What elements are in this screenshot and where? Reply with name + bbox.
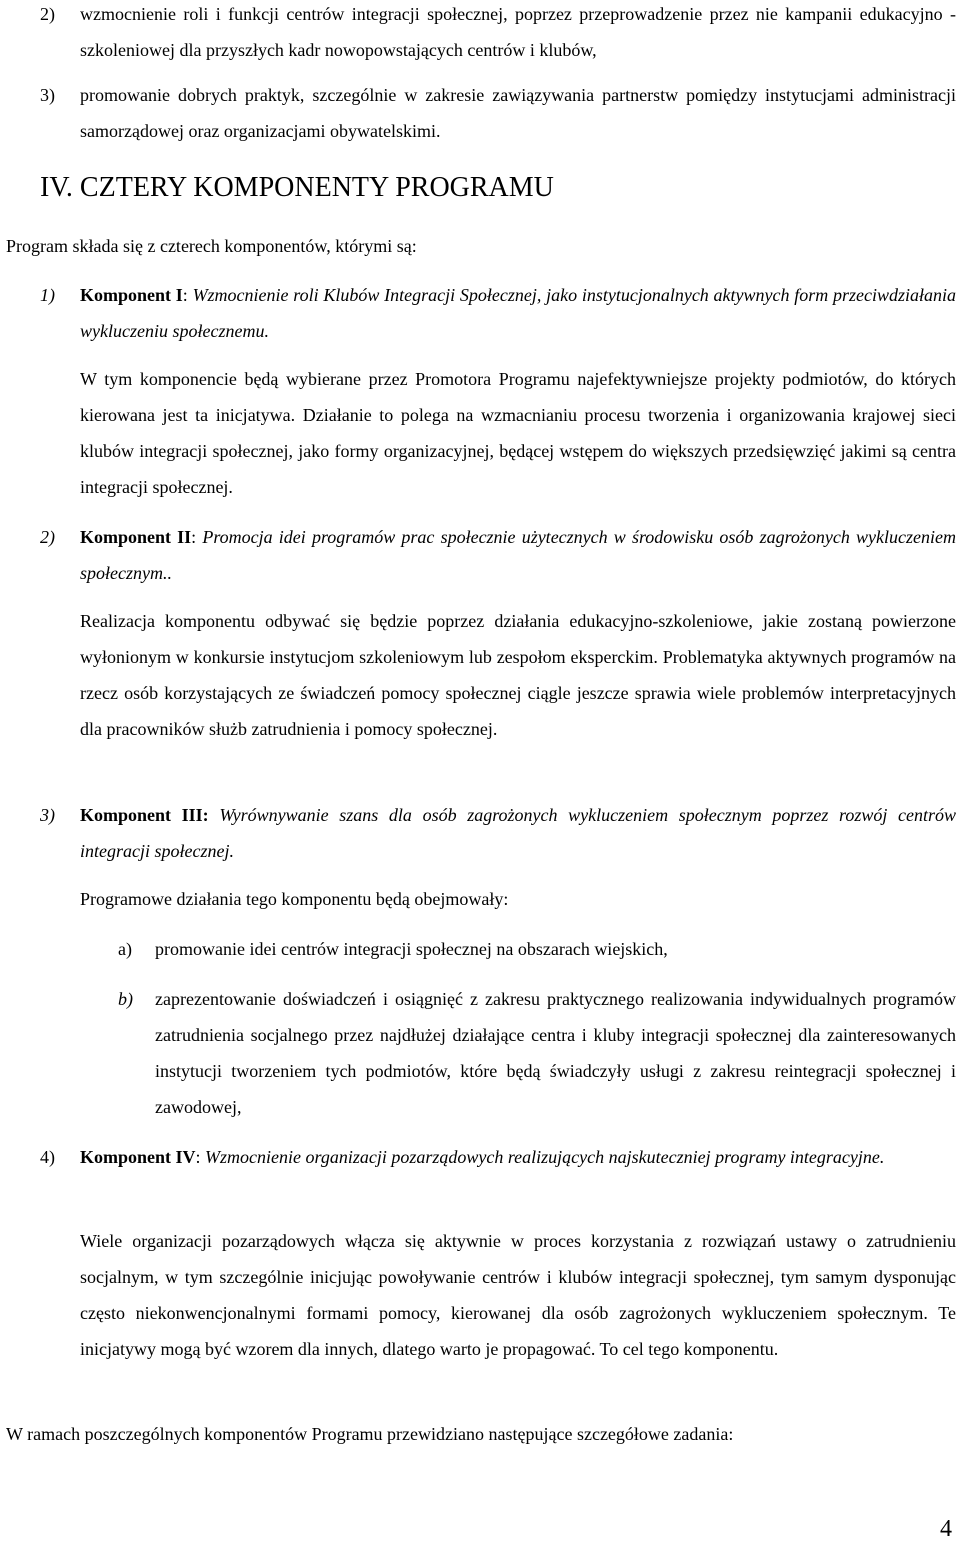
component-body: Programowe działania tego komponentu będą obejmowały: xyxy=(80,889,509,909)
subitem-b xyxy=(0,981,960,1125)
section-title: IV. CZTERY KOMPONENTY PROGRAMU xyxy=(40,172,554,203)
component-number: 4) xyxy=(40,1147,55,1167)
list-number: 3) xyxy=(40,85,55,105)
component-number: 2) xyxy=(40,527,55,547)
component-separator: : xyxy=(191,527,197,547)
component-number: 1) xyxy=(40,285,55,305)
subitem-letter: a) xyxy=(118,939,132,959)
component-4 xyxy=(0,1139,960,1175)
page-number: 4 xyxy=(940,1516,952,1542)
component-label: Komponent II xyxy=(80,527,192,547)
list-text: promowanie dobrych praktyk, szczególnie w zakresie zawiązywania partnerstw pomiędzy instytucjami administracji samorządowej oraz organizacjami obywatelskimi. xyxy=(80,85,956,141)
list-item xyxy=(0,77,960,149)
component-separator: : xyxy=(182,285,188,305)
component-title: Wyrównywanie szans dla osób zagrożonych wykluczeniem społecznym poprzez rozwój centrów integracji społecznej. xyxy=(80,805,957,861)
component-label: Komponent IV xyxy=(80,1147,196,1167)
component-separator: : xyxy=(195,1147,201,1167)
section-heading xyxy=(40,170,940,206)
component-1 xyxy=(0,277,960,349)
component-3-body xyxy=(0,881,960,917)
component-4-body xyxy=(0,1223,960,1367)
component-body: W tym komponencie będą wybierane przez Promotora Programu najefektywniejsze projekty podmiotów, do których kierowana jest ta inicjatywa. Działanie to polega na wzmacnianiu procesu tworzenia i organizowania krajowej sieci klubów integracji społecznej, jako formy organizacyjnej, będącej wstępem do większych przedsięwzięć jakimi są centra integracji społecznej. xyxy=(80,369,956,497)
list-number: 2) xyxy=(40,4,55,24)
component-title: Promocja idei programów prac społecznie użytecznych w środowisku osób zagrożonych wykluczeniem społecznym.. xyxy=(80,527,957,583)
subitem-letter: b) xyxy=(118,989,133,1009)
list-item xyxy=(0,0,960,68)
component-body: Wiele organizacji pozarządowych włącza się aktywnie w proces korzystania z rozwiązań ustawy o zatrudnieniu socjalnym, w tym szczególnie inicjując powoływanie centrów i klubów integracji społecznej, tym samym dysponując często niekonwencjonalnymi formami pomocy, kierowanej dla osób zagrożonych wykluczeniem społecznym. Te inicjatywy mogą być wzorem dla innych, dlatego warto je propagować. To cel tego komponentu. xyxy=(80,1231,956,1359)
component-2 xyxy=(0,519,960,591)
component-1-body xyxy=(0,361,960,505)
component-2-body xyxy=(0,603,960,747)
subitem-a xyxy=(0,931,960,967)
closing-text: W ramach poszczególnych komponentów Programu przewidziano następujące szczegółowe zadania: xyxy=(6,1424,734,1444)
component-body: Realizacja komponentu odbywać się będzie poprzez działania edukacyjno-szkoleniowe, jakie zostaną powierzone wyłonionym w konkursie instytucjom szkoleniowym lub zespołom eksperckim. Problematyka aktywnych programów na rzecz osób korzystających ze świadczeń pomocy społecznej ciągle jeszcze sprawia wiele problemów interpretacyjnych dla pracowników służb zatrudnienia i pomocy społecznej. xyxy=(80,611,956,739)
subitem-text: promowanie idei centrów integracji społecznej na obszarach wiejskich, xyxy=(155,939,668,959)
list-text: wzmocnienie roli i funkcji centrów integracji społecznej, poprzez przeprowadzenie przez nie kampanii edukacyjno - szkoleniowej dla przyszłych kadr nowopowstających centrów i klubów, xyxy=(80,4,956,60)
component-title: Wzmocnienie organizacji pozarządowych realizujących najskuteczniej programy integracyjne. xyxy=(205,1147,885,1167)
component-label: Komponent I xyxy=(80,285,183,305)
component-label: Komponent III: xyxy=(80,805,209,825)
section-intro: Program składa się z czterech komponentów, którymi są: xyxy=(6,236,417,256)
component-title: Wzmocnienie roli Klubów Integracji Społecznej, jako instytucjonalnych aktywnych form przeciwdziałania wykluczeniu społecznemu. xyxy=(80,285,957,341)
component-3 xyxy=(0,797,960,869)
subitem-text: zaprezentowanie doświadczeń i osiągnięć z zakresu praktycznego realizowania indywidualnych programów zatrudnienia socjalnego przez najdłużej działające centra i kluby integracji społecznej dla zainteresowanych instytucji tworzeniem tych podmiotów, które będą świadczyły usługi z zakresu reintegracji społecznej i zawodowej, xyxy=(155,989,956,1117)
component-number: 3) xyxy=(40,805,55,825)
